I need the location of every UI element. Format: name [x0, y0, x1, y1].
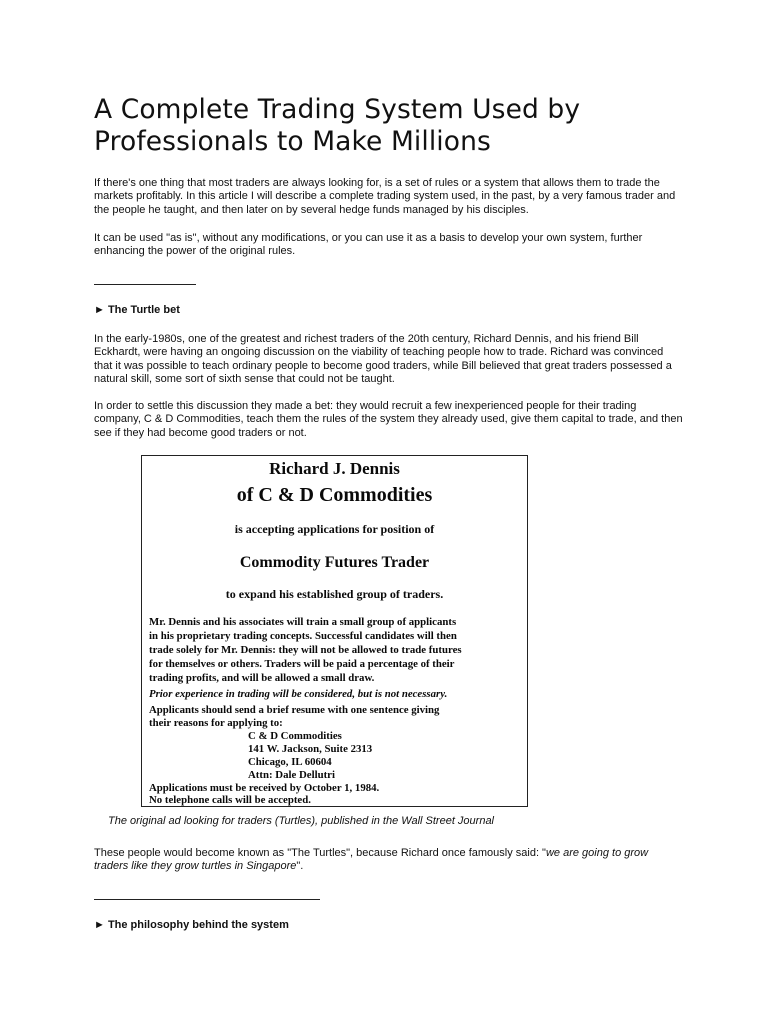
ad-body-line: for themselves or others. Traders will be paid a percentage of their [149, 658, 455, 670]
ad-deadline-line: Applications must be received by October 1, 1984. [149, 782, 380, 794]
ad-name-line: Richard J. Dennis [269, 459, 400, 478]
turtles-quote: we are going to grow traders like they grow turtles in Singapore [94, 847, 649, 873]
ad-body-line: Mr. Dennis and his associates will train a small group of applicants [149, 616, 457, 628]
ad-apply-line: their reasons for applying to: [149, 717, 283, 729]
ad-address-line: C & D Commodities [248, 730, 342, 742]
ad-accepting-line: is accepting applications for position of [234, 522, 435, 536]
ad-caption: The original ad looking for traders (Turtles), published in the Wall Street Journal [108, 815, 495, 827]
ad-prior-experience: Prior experience in trading will be considered, but is not necessary. [149, 688, 448, 700]
turtles-text-pre: These people would become known as "The Turtles", because Richard once famously said: " [94, 847, 546, 859]
ad-address-line: 141 W. Jackson, Suite 2313 [248, 743, 373, 755]
section-divider [94, 284, 196, 285]
page-title: A Complete Trading System Used by Professionals to Make Millions [94, 94, 581, 157]
section-heading-turtle-bet: ► The Turtle bet [94, 304, 180, 316]
ad-apply-line: Applicants should send a brief resume with one sentence giving [149, 704, 440, 716]
turtle-bet-paragraph-2: In order to settle this discussion they made a bet: they would recruit a few inexperienced people for their trading company, C & D Commodities, teach them the rules of the system they already used, give them capital to trade, and then see if they had become good traders or not. [94, 400, 683, 439]
ad-body-line: trade solely for Mr. Dennis: they will not be allowed to trade futures [149, 644, 462, 656]
intro-paragraph-2: It can be used "as is", without any modifications, or you can use it as a basis to develop your own system, further enhancing the power of the original rules. [94, 232, 643, 258]
ad-body-line: in his proprietary trading concepts. Successful candidates will then [149, 630, 457, 642]
ad-address-line: Chicago, IL 60604 [248, 756, 332, 768]
ad-body-line: trading profits, and will be allowed a small draw. [149, 672, 375, 684]
ad-address-line: Attn: Dale Dellutri [248, 769, 335, 781]
turtles-text-post: ". [296, 860, 304, 873]
ad-position-line: Commodity Futures Trader [239, 554, 430, 571]
turtle-bet-paragraph-1: In the early-1980s, one of the greatest and richest traders of the 20th century, Richard Dennis, and his friend Bill Eckhardt, were having an ongoing discussion on the viability of teaching people how to trade. Richard was convinced that it was possible to teach ordinary people to become good traders, while Bill believed that great traders possessed a natural skill, some sort of sixth sense that could not be taught. [94, 333, 672, 386]
intro-paragraph-1: If there's one thing that most traders are always looking for, is a set of rules or a system that allows them to trade the markets profitably. In this article I will describe a complete trading system used, in the past, by a very famous trader and the people he taught, and then later on by several hedge funds managed by his disciples. [94, 177, 676, 216]
section-heading-philosophy: ► The philosophy behind the system [94, 919, 289, 931]
ad-expand-line: to expand his established group of traders. [225, 587, 444, 601]
ad-no-calls-line: No telephone calls will be accepted. [149, 794, 311, 806]
newspaper-ad-image [141, 455, 528, 807]
section-divider [94, 899, 320, 900]
ad-company-line: of C & D Commodities [236, 484, 433, 506]
turtles-paragraph [94, 847, 684, 874]
